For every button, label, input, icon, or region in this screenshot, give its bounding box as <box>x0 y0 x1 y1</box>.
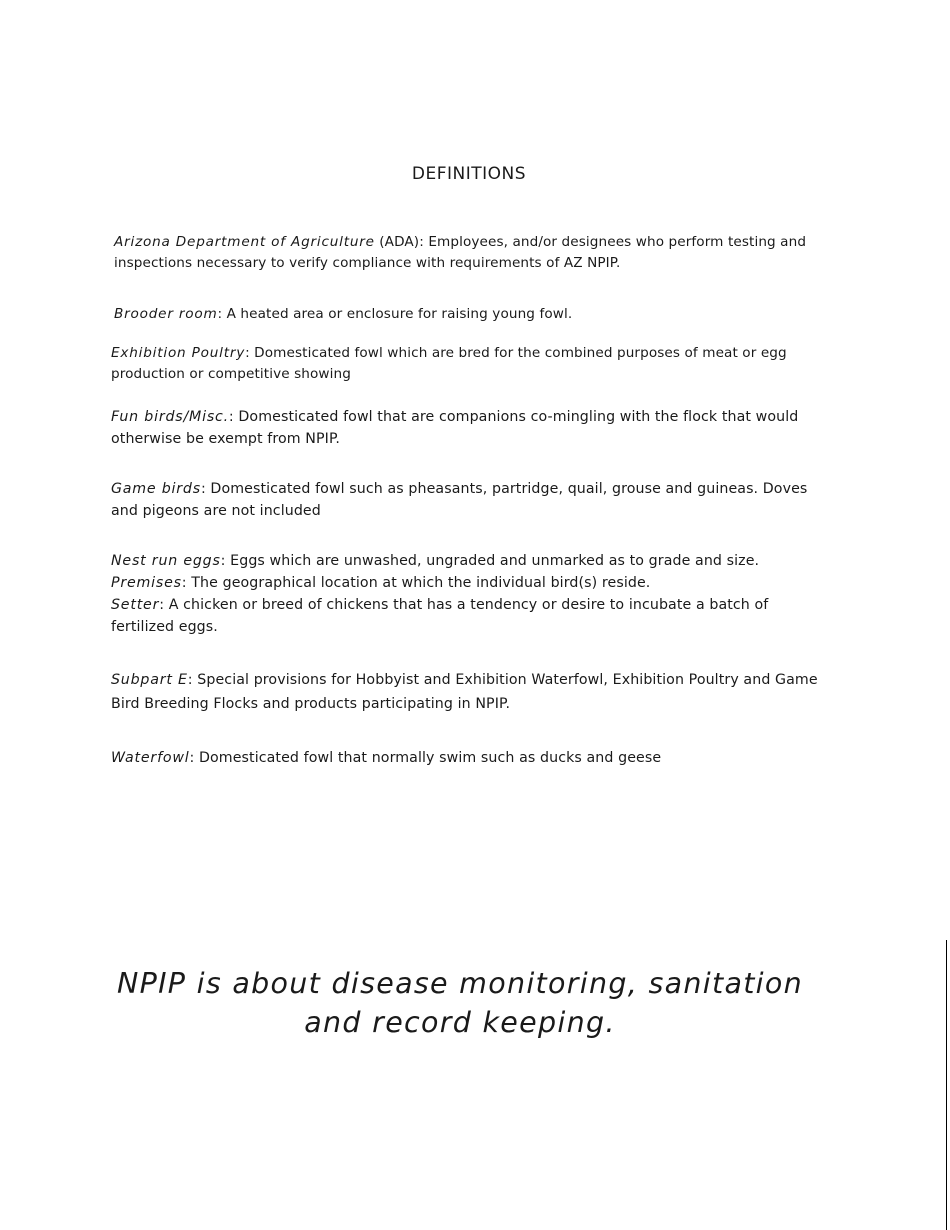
definition-ada <box>114 232 814 274</box>
closing-statement: NPIP is about disease monitoring, sanitation and record keeping. <box>117 967 803 1039</box>
definition-term: Fun birds/Misc. <box>111 409 229 425</box>
definition-term: Exhibition Poultry <box>111 345 246 361</box>
definition-text: (ADA): Employees, and/or designees who perform testing and inspections necessary to verify compliance with requirements of AZ NPIP. <box>114 234 807 271</box>
definition-term: Game birds <box>111 481 201 497</box>
definition-term: Arizona Department of Agriculture <box>114 234 375 250</box>
definition-term: Waterfowl <box>111 750 190 766</box>
definition-term: Subpart E <box>111 672 188 688</box>
definition-waterfowl <box>111 747 811 769</box>
definition-text: : Domesticated fowl that normally swim such as ducks and geese <box>189 750 662 766</box>
definition-subpart-e <box>111 668 831 716</box>
definition-text: : A heated area or enclosure for raising young fowl. <box>217 306 573 322</box>
definition-text: : Eggs which are unwashed, ungraded and unmarked as to grade and size. <box>220 553 760 569</box>
definition-text: : Domesticated fowl which are bred for the combined purposes of meat or egg production or competitive showing <box>111 345 787 382</box>
definition-text: : Domesticated fowl that are companions co-mingling with the flock that would otherwise be exempt from NPIP. <box>111 409 799 447</box>
definition-text: : A chicken or breed of chickens that has a tendency or desire to incubate a batch of fertilized eggs. <box>111 597 769 635</box>
definition-exhibition-poultry <box>111 343 811 385</box>
definition-setter <box>111 594 829 638</box>
page-edge-line <box>946 940 947 1230</box>
definition-fun-birds <box>111 406 811 450</box>
definition-brooder-room <box>114 303 814 325</box>
definition-text: : Domesticated fowl such as pheasants, partridge, quail, grouse and guineas. Doves and pigeons are not included <box>111 481 808 519</box>
page-title: DEFINITIONS <box>411 164 527 184</box>
definition-term: Nest run eggs <box>111 553 221 569</box>
definition-text: : The geographical location at which the individual bird(s) reside. <box>181 575 651 591</box>
definition-term: Setter <box>111 597 160 613</box>
definition-game-birds <box>111 478 829 522</box>
definition-term: Premises <box>111 575 182 591</box>
definition-text: : Special provisions for Hobbyist and Exhibition Waterfowl, Exhibition Poultry and Game Bird Breeding Flocks and products participating in NPIP. <box>111 672 818 712</box>
definition-premises <box>111 572 829 594</box>
definition-term: Brooder room <box>114 306 218 322</box>
definition-nest-run-eggs <box>111 550 829 572</box>
